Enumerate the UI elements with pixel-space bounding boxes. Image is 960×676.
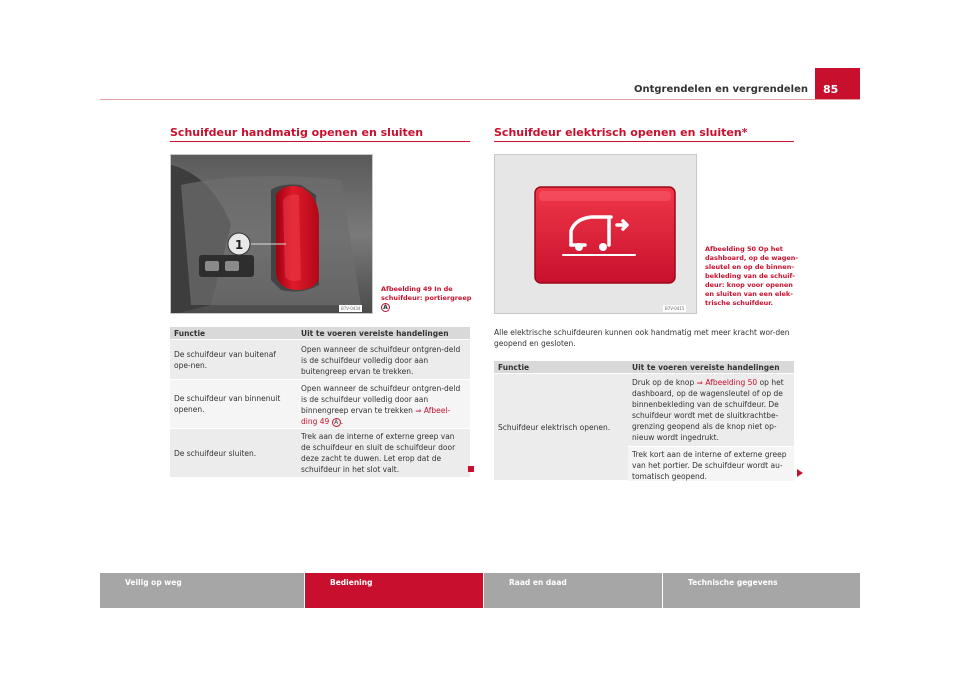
section-end-marker bbox=[468, 466, 474, 472]
figure-code: B7V-0434 bbox=[341, 306, 361, 311]
figure-code: B7V-0415 bbox=[665, 306, 685, 311]
table-header: Functie Uit te voeren vereiste handelingen bbox=[494, 361, 794, 373]
footer-tab-bediening[interactable]: Bediening bbox=[305, 573, 483, 608]
running-header: Ontgrendelen en vergrendelen bbox=[633, 84, 808, 95]
figure-callout-1: 1 bbox=[234, 238, 244, 252]
figure-sliding-door-button bbox=[494, 154, 697, 314]
table-row: De schuifdeur sluiten. Trek aan de interne of externe greep van de schuifdeur en sluit de schuifdeur door deze zacht te duwen. Let erop dat de schuifdeur in het slot valt. bbox=[170, 428, 470, 477]
table-row: De schuifdeur van binnenuit openen. Open wanneer de schuifdeur ontgren-deld is de schuifdeur volledig door aan binnengreep ervan te trekken ⇒ Afbeel-ding 49 A . bbox=[170, 379, 470, 428]
button-illustration bbox=[495, 155, 697, 314]
footer-tab-veilig-op-weg[interactable]: Veilig op weg bbox=[100, 573, 304, 608]
footer-tab-technische-gegevens[interactable]: Technische gegevens bbox=[663, 573, 860, 608]
table-row: De schuifdeur van buitenaf ope-nen. Open wanneer de schuifdeur ontgren-deld is de schuifdeur volledig door aan buitengreep ervan te trekken. bbox=[170, 339, 470, 379]
right-section-title: Schuifdeur elektrisch openen en sluiten* bbox=[494, 126, 748, 139]
table-header: Functie Uit te voeren vereiste handelingen bbox=[170, 327, 470, 339]
intro-paragraph: Alle elektrische schuifdeuren kunnen ook handmatig met meer kracht wor-den geopend en gesloten. bbox=[494, 328, 790, 348]
right-function-table bbox=[494, 361, 794, 480]
table-row: Schuifdeur elektrisch openen. Druk op de knop ⇒ Afbeelding 50 op het dashboard, op de wagensleutel of op de binnenbekleding van de schuifdeur. De schuifdeur wordt met de sluitkrachtbe-grenzing geopend als de knop niet op-nieuw wordt ingedrukt. Trek kort aan de interne of externe greep van het portier. De schuifdeur wordt au-tomatisch geopend. bbox=[494, 373, 794, 480]
link-figure-50[interactable]: ⇒ Afbeelding 50 bbox=[696, 378, 758, 387]
link-figure-49[interactable]: ⇒ Afbeel-ding 49 bbox=[301, 406, 451, 426]
figure-50-caption: Afbeelding 50 Op het dashboard, op de wagen- sleutel en op de binnen- bekleding van de schuif- deur: knop voor openen en sluiten van een elek- trische schuifdeur. bbox=[705, 245, 799, 307]
left-section-rule bbox=[170, 141, 470, 142]
figure-door-handle bbox=[170, 154, 373, 314]
right-section-rule bbox=[494, 141, 794, 142]
left-section-title: Schuifdeur handmatig openen en sluiten bbox=[170, 126, 424, 139]
header-rule bbox=[100, 99, 860, 100]
page-number: 85 bbox=[815, 68, 860, 100]
continue-arrow-icon bbox=[797, 469, 803, 477]
left-function-table bbox=[170, 327, 470, 477]
door-handle-illustration bbox=[171, 155, 373, 314]
figure-49-caption: Afbeelding 49 In de schuifdeur: portiergreep A bbox=[381, 285, 472, 311]
footer-tab-raad-en-daad[interactable]: Raad en daad bbox=[484, 573, 662, 608]
